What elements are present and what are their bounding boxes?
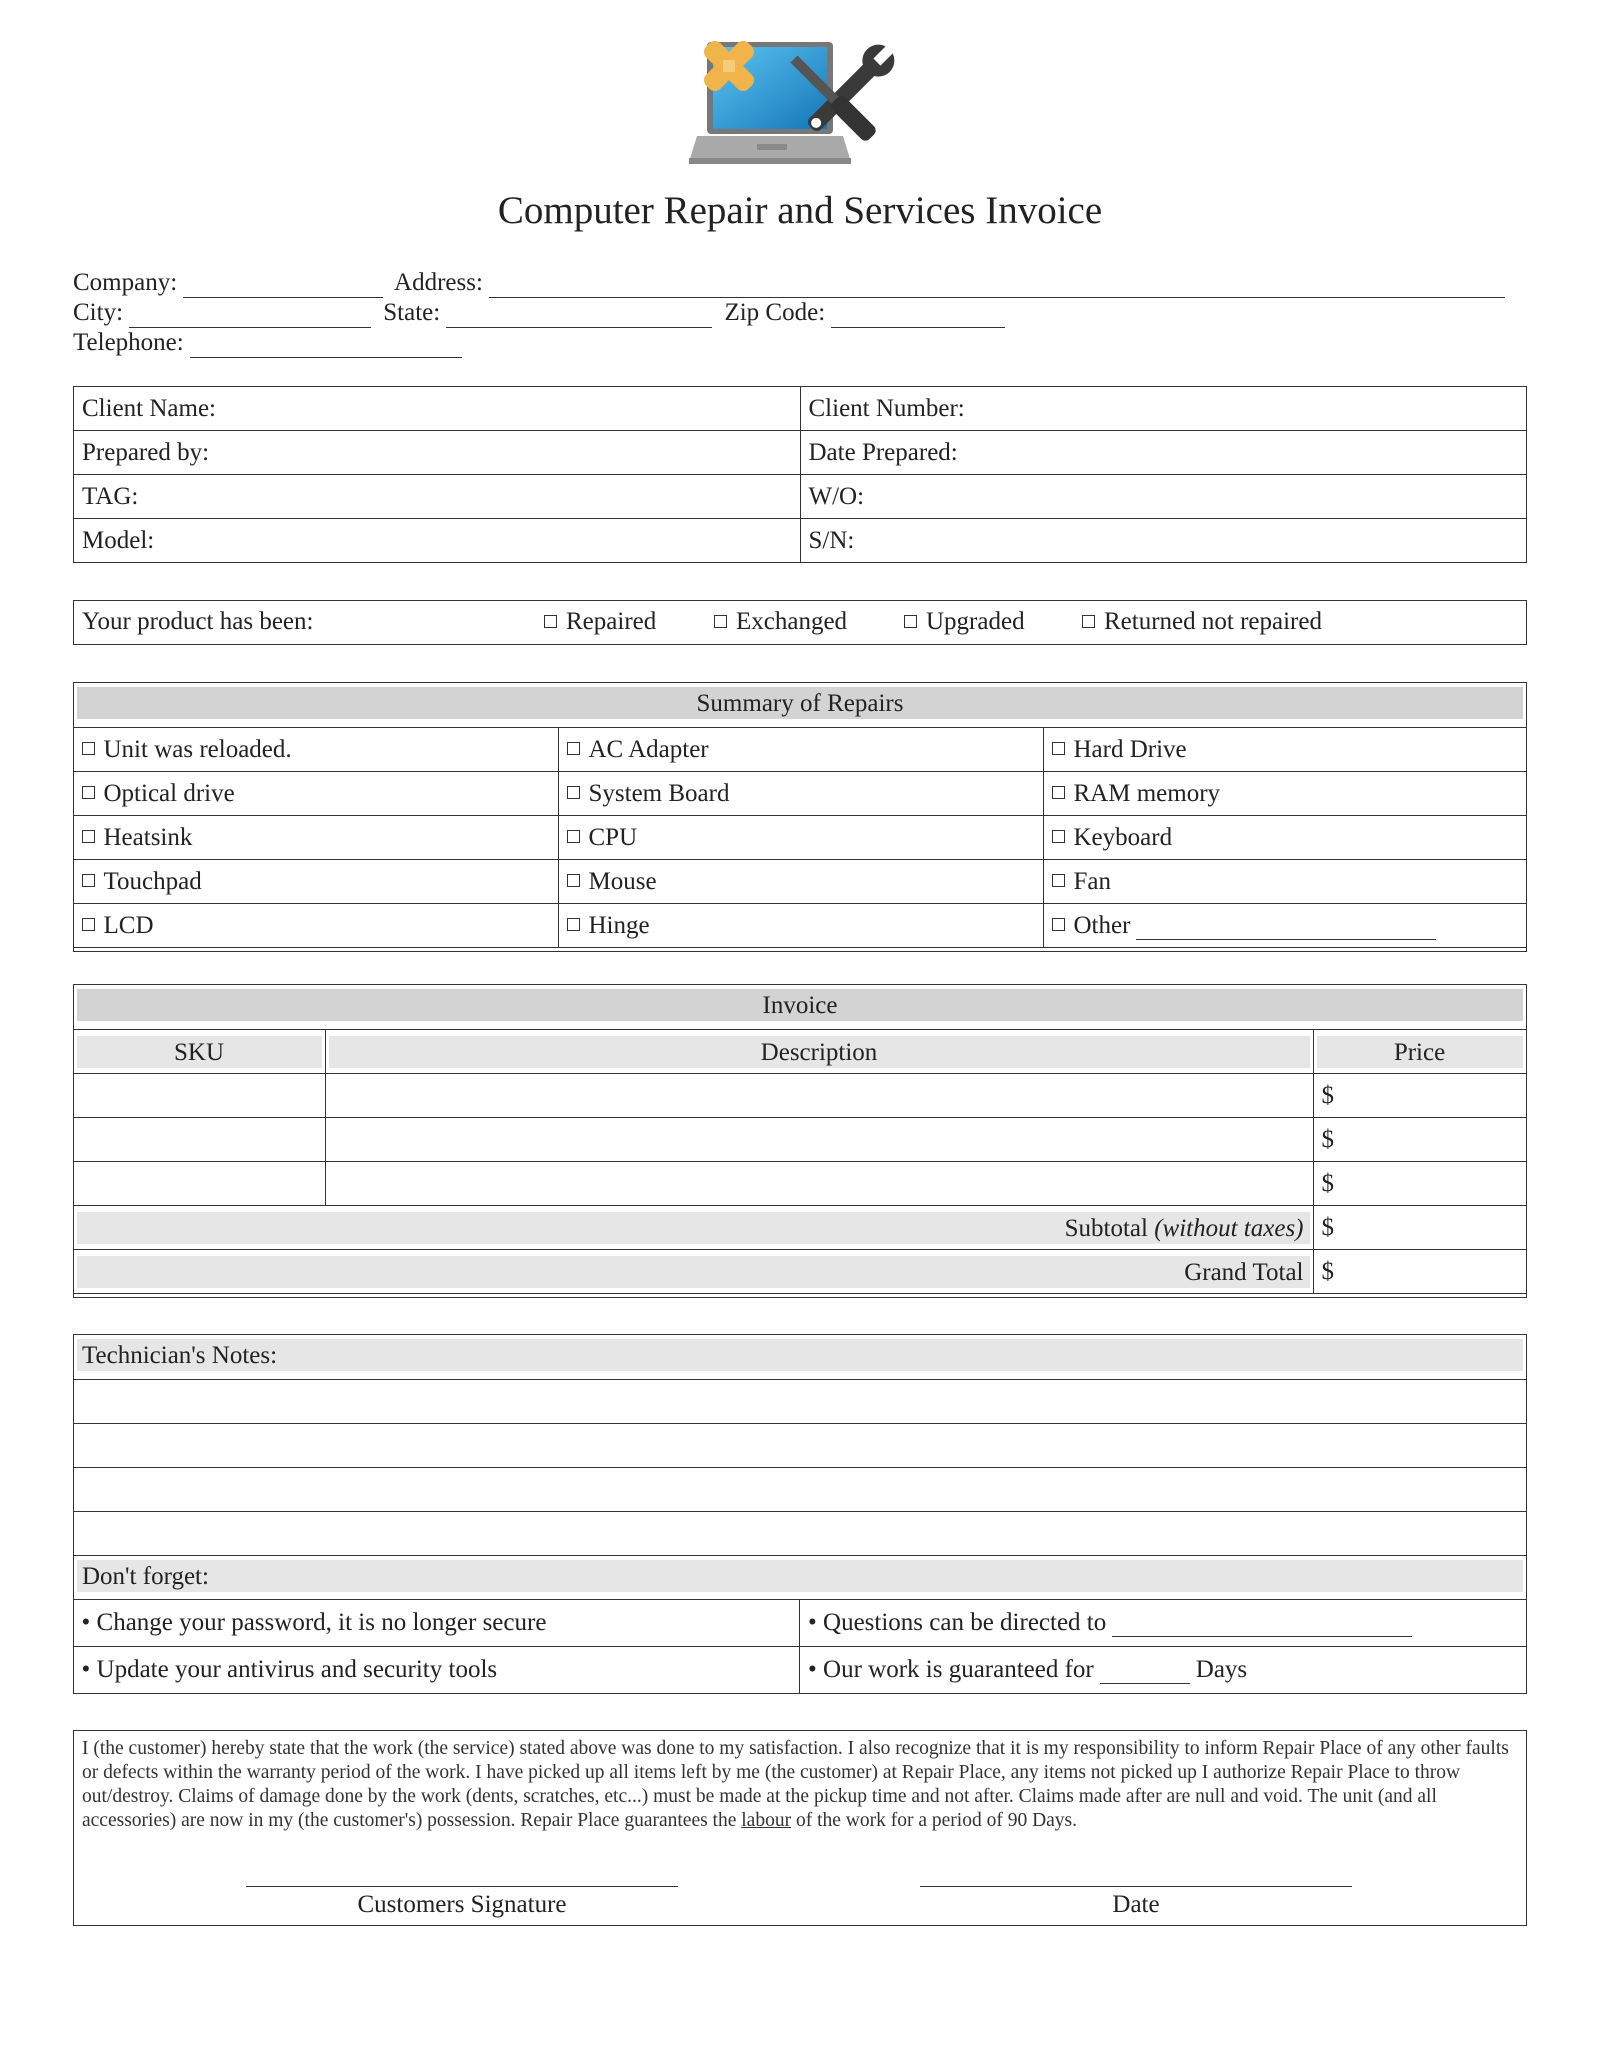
invoice-header-row xyxy=(73,1030,1526,1074)
city-field[interactable] xyxy=(129,303,371,328)
checkbox[interactable] xyxy=(82,742,95,755)
grand-total-label: Grand Total xyxy=(77,1256,1310,1288)
company-address-line xyxy=(73,268,1511,298)
table-row xyxy=(73,1647,1526,1694)
wo-cell[interactable]: W/O: xyxy=(800,475,1527,519)
table-row xyxy=(73,860,1526,904)
company-label: Company: xyxy=(73,269,178,296)
repair-item[interactable]: CPU xyxy=(558,816,1043,860)
checkbox[interactable] xyxy=(714,615,727,628)
checkbox[interactable] xyxy=(1052,742,1065,755)
repair-item[interactable]: Unit was reloaded. xyxy=(73,728,558,772)
subtotal-label-cell xyxy=(73,1206,1313,1250)
checkbox[interactable] xyxy=(1052,786,1065,799)
checkbox[interactable] xyxy=(82,874,95,887)
note-line xyxy=(73,1468,1526,1512)
checkbox[interactable] xyxy=(1052,874,1065,887)
company-field[interactable] xyxy=(183,273,383,298)
grand-total-value[interactable]: $ xyxy=(1313,1250,1526,1294)
description-cell[interactable] xyxy=(325,1074,1313,1118)
checkbox[interactable] xyxy=(567,742,580,755)
table-row xyxy=(74,475,1527,519)
repair-item[interactable]: Touchpad xyxy=(73,860,558,904)
note-line xyxy=(73,1380,1526,1424)
city-state-zip-line xyxy=(73,298,1011,328)
checkbox[interactable] xyxy=(567,786,580,799)
status-option-upgraded[interactable]: Upgraded xyxy=(904,608,1025,636)
model-cell[interactable]: Model: xyxy=(74,519,801,563)
date-label: Date xyxy=(1112,1891,1160,1918)
price-header: Price xyxy=(1313,1030,1526,1074)
checkbox[interactable] xyxy=(82,830,95,843)
grand-total-label-cell xyxy=(73,1250,1313,1294)
sn-cell[interactable]: S/N: xyxy=(800,519,1527,563)
table-row xyxy=(73,1074,1526,1118)
city-label: City: xyxy=(73,299,124,326)
state-label: State: xyxy=(383,299,441,326)
table-row xyxy=(73,1600,1526,1647)
price-cell[interactable]: $ xyxy=(1313,1074,1526,1118)
checkbox[interactable] xyxy=(904,615,917,628)
repair-item[interactable]: Mouse xyxy=(558,860,1043,904)
status-option-repaired[interactable]: Repaired xyxy=(544,608,656,636)
subtotal-value[interactable]: $ xyxy=(1313,1206,1526,1250)
client-number-cell[interactable]: Client Number: xyxy=(800,387,1527,431)
notes-table xyxy=(73,1379,1527,1556)
address-label: Address: xyxy=(394,269,483,296)
summary-of-repairs xyxy=(73,682,1527,952)
laptop-repair-icon xyxy=(675,38,915,168)
grand-total-row xyxy=(73,1250,1526,1294)
subtotal-row xyxy=(73,1206,1526,1250)
zip-label: Zip Code: xyxy=(724,299,826,326)
product-status-box xyxy=(73,600,1527,645)
telephone-field[interactable] xyxy=(190,333,462,358)
checkbox[interactable] xyxy=(82,786,95,799)
table-row xyxy=(74,387,1527,431)
technician-notes-label: Technician's Notes: xyxy=(77,1339,1523,1371)
repair-item[interactable]: LCD xyxy=(73,904,558,948)
description-cell[interactable] xyxy=(325,1162,1313,1206)
note-line-cell[interactable] xyxy=(73,1512,1526,1556)
prepared-by-cell[interactable]: Prepared by: xyxy=(74,431,801,475)
repair-item[interactable]: RAM memory xyxy=(1043,772,1526,816)
product-status-label: Your product has been: xyxy=(82,608,314,635)
page-title: Computer Repair and Services Invoice xyxy=(497,189,1103,232)
note-line-cell[interactable] xyxy=(73,1468,1526,1512)
repair-item[interactable]: AC Adapter xyxy=(558,728,1043,772)
questions-contact-field[interactable] xyxy=(1112,1612,1412,1637)
table-row xyxy=(74,431,1527,475)
note-line-cell[interactable] xyxy=(73,1424,1526,1468)
repairs-grid xyxy=(73,727,1527,948)
table-row xyxy=(73,816,1526,860)
repair-item[interactable]: Hard Drive xyxy=(1043,728,1526,772)
repair-item[interactable]: Fan xyxy=(1043,860,1526,904)
tip-password: • Change your password, it is no longer secure xyxy=(73,1600,800,1647)
checkbox[interactable] xyxy=(82,918,95,931)
checkbox[interactable] xyxy=(1052,918,1065,931)
sku-header: SKU xyxy=(73,1030,325,1074)
dont-forget-label: Don't forget: xyxy=(77,1560,1523,1592)
repair-item[interactable]: Other xyxy=(1043,904,1526,948)
subtotal-note: (without taxes) xyxy=(1154,1214,1304,1242)
repair-item[interactable]: Hinge xyxy=(558,904,1043,948)
table-row xyxy=(73,1118,1526,1162)
sku-cell[interactable] xyxy=(73,1162,325,1206)
repair-item[interactable]: Keyboard xyxy=(1043,816,1526,860)
description-header: Description xyxy=(325,1030,1313,1074)
date-prepared-cell[interactable]: Date Prepared: xyxy=(800,431,1527,475)
subtotal-label: Subtotal xyxy=(1064,1214,1148,1242)
zip-field[interactable] xyxy=(831,303,1005,328)
checkbox[interactable] xyxy=(567,830,580,843)
note-line xyxy=(73,1512,1526,1556)
repair-item[interactable]: System Board xyxy=(558,772,1043,816)
checkbox[interactable] xyxy=(1052,830,1065,843)
repair-item[interactable]: Optical drive xyxy=(73,772,558,816)
other-repair-field[interactable] xyxy=(1136,915,1436,940)
checkbox[interactable] xyxy=(1082,615,1095,628)
address-field[interactable] xyxy=(489,273,1505,298)
agreement-box xyxy=(73,1730,1527,1926)
dont-forget-table xyxy=(73,1599,1527,1694)
table-row xyxy=(73,728,1526,772)
status-option-returned[interactable]: Returned not repaired xyxy=(1082,608,1322,636)
date-line[interactable] xyxy=(920,1886,1352,1887)
table-row xyxy=(74,519,1527,563)
signature-label: Customers Signature xyxy=(357,1891,567,1918)
telephone-label: Telephone: xyxy=(73,329,184,356)
note-line-cell[interactable] xyxy=(73,1380,1526,1424)
checkbox[interactable] xyxy=(544,615,557,628)
table-row xyxy=(73,1162,1526,1206)
table-row xyxy=(73,772,1526,816)
repairs-title: Summary of Repairs xyxy=(77,687,1523,719)
client-name-cell[interactable]: Client Name: xyxy=(74,387,801,431)
technician-notes-box xyxy=(73,1334,1527,1694)
checkbox[interactable] xyxy=(567,874,580,887)
agreement-text: I (the customer) hereby state that the work (the service) stated above was done to my satisfaction. I also recognize that it is my responsibility to inform Repair Place of any other faults or defects within the warranty period of the work. I have picked up all items left by me (the customer) at Repair Place, any items not picked up I authorize Repair Place to throw out/destroy. Claims of damage done by the work (dents, scratches, etc...) must be made at the pickup time and not after. Claims made after are null and void. The unit (and all accessories) are now in my (the customer's) possession. Repair Place guarantees the labour of the work for a period of 90 Days. xyxy=(82,1738,1509,1831)
invoice-box xyxy=(73,984,1527,1298)
invoice-title: Invoice xyxy=(77,989,1523,1021)
repair-item[interactable]: Heatsink xyxy=(73,816,558,860)
checkbox[interactable] xyxy=(567,918,580,931)
invoice-table xyxy=(73,1029,1527,1294)
price-cell[interactable]: $ xyxy=(1313,1118,1526,1162)
sku-cell[interactable] xyxy=(73,1118,325,1162)
state-field[interactable] xyxy=(446,303,712,328)
price-cell[interactable]: $ xyxy=(1313,1162,1526,1206)
tip-antivirus: • Update your antivirus and security tools xyxy=(73,1647,800,1694)
logo xyxy=(675,38,915,168)
tip-questions: • Questions can be directed to xyxy=(800,1600,1527,1647)
status-option-exchanged[interactable]: Exchanged xyxy=(714,608,847,636)
agreement-underlined: labour xyxy=(741,1810,792,1831)
description-cell[interactable] xyxy=(325,1118,1313,1162)
tag-cell[interactable]: TAG: xyxy=(74,475,801,519)
client-info-table xyxy=(73,386,1527,563)
telephone-line xyxy=(73,328,468,358)
note-line xyxy=(73,1424,1526,1468)
table-row xyxy=(73,904,1526,948)
tip-guarantee: • Our work is guaranteed for Days xyxy=(800,1647,1527,1694)
guarantee-days-field[interactable] xyxy=(1100,1659,1190,1684)
signature-line[interactable] xyxy=(246,1886,678,1887)
sku-cell[interactable] xyxy=(73,1074,325,1118)
